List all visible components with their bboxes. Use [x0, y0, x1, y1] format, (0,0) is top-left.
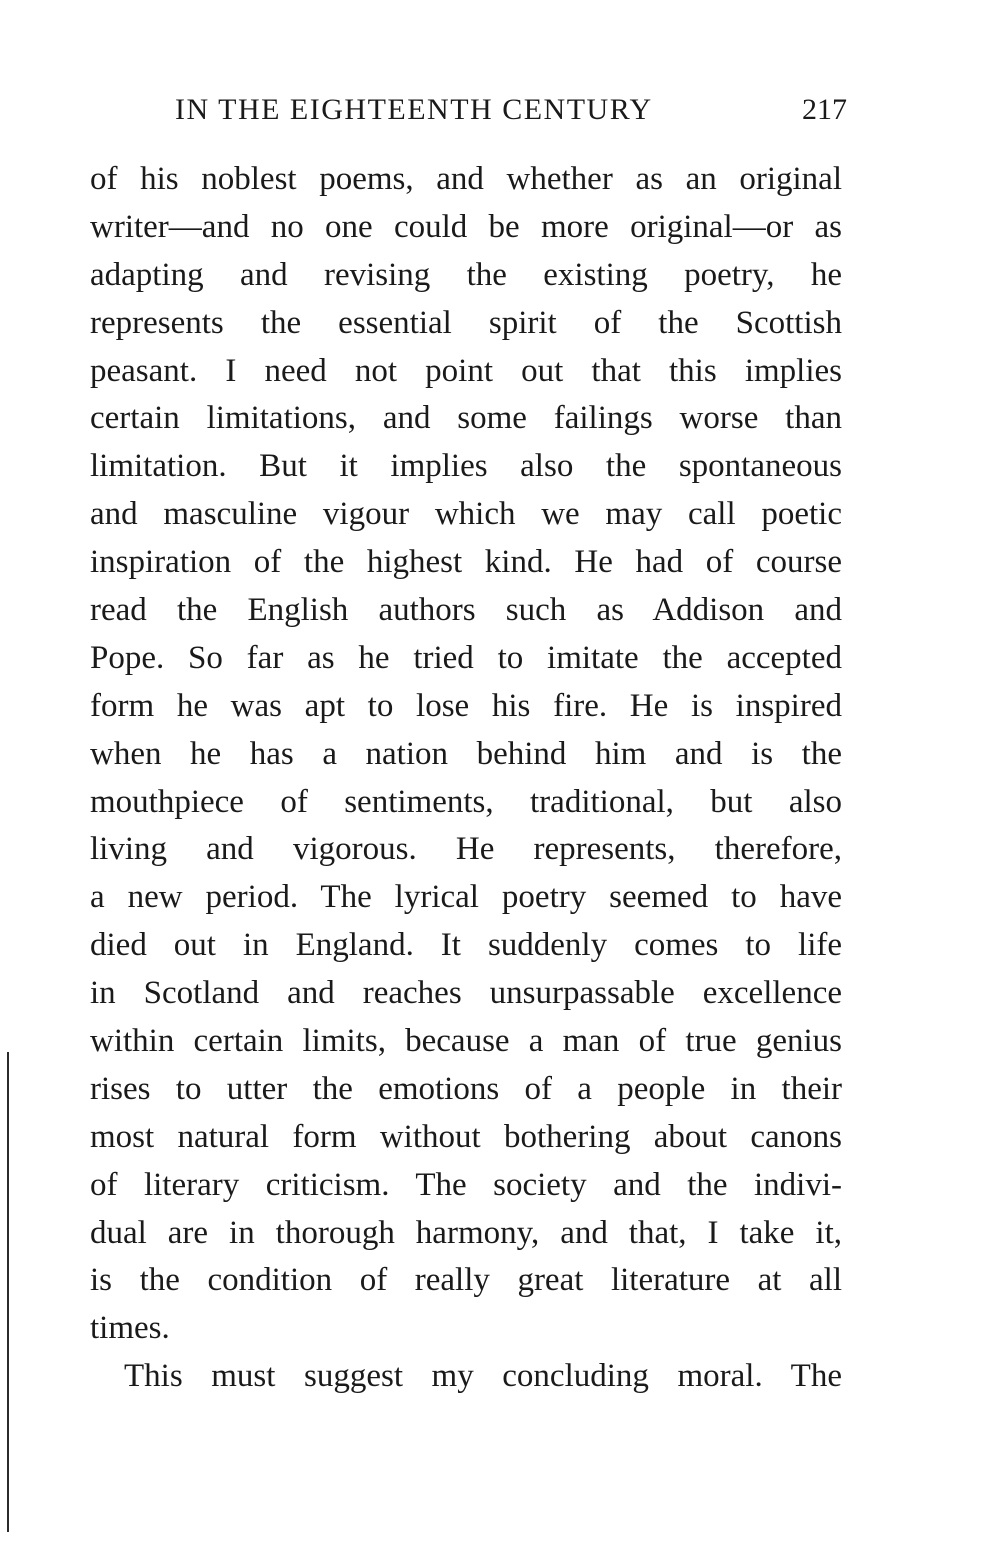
text-line: a new period. The lyrical poetry seemed to have	[90, 879, 842, 916]
text-line: is the condition of really great literature at all	[90, 1262, 842, 1299]
text-line: peasant. I need not point out that this implies	[90, 352, 842, 389]
text-line: certain limitations, and some failings worse than	[90, 400, 842, 437]
text-line: died out in England. It suddenly comes to life	[90, 927, 842, 964]
running-head	[175, 88, 847, 132]
scan-edge-line	[7, 1052, 9, 1532]
page-number: 217	[802, 93, 847, 126]
text-line: limitation. But it implies also the spontaneous	[90, 448, 842, 485]
text-line: living and vigorous. He represents, therefore,	[90, 831, 842, 868]
running-head-title: IN THE EIGHTEENTH CENTURY	[175, 93, 653, 126]
text-line: most natural form without bothering about canons	[90, 1118, 842, 1155]
text-line: of literary criticism. The society and the indivi-	[90, 1166, 842, 1203]
text-line: and masculine vigour which we may call poetic	[90, 496, 842, 533]
text-line: represents the essential spirit of the Scottish	[90, 304, 842, 341]
text-line: when he has a nation behind him and is the	[90, 735, 842, 772]
text-line: writer—and no one could be more original—or as	[90, 208, 842, 245]
text-line: rises to utter the emotions of a people in their	[90, 1070, 842, 1107]
text-line: form he was apt to lose his fire. He is inspired	[90, 687, 842, 724]
text-line: adapting and revising the existing poetry, he	[90, 256, 842, 293]
text-line: in Scotland and reaches unsurpassable excellence	[90, 975, 842, 1012]
body-text	[90, 156, 842, 1401]
text-line: inspiration of the highest kind. He had of course	[90, 544, 842, 581]
text-line: of his noblest poems, and whether as an original	[90, 161, 842, 197]
text-line: Pope. So far as he tried to imitate the accepted	[90, 639, 842, 676]
text-line: mouthpiece of sentiments, traditional, but also	[90, 783, 842, 820]
text-line: read the English authors such as Addison and	[90, 592, 842, 629]
text-line: within certain limits, because a man of true genius	[90, 1023, 842, 1060]
paragraph-start-line: This must suggest my concluding moral. The	[124, 1358, 842, 1395]
text-line: dual are in thorough harmony, and that, I take it,	[90, 1214, 842, 1251]
paragraph-end-line: times.	[90, 1310, 170, 1347]
